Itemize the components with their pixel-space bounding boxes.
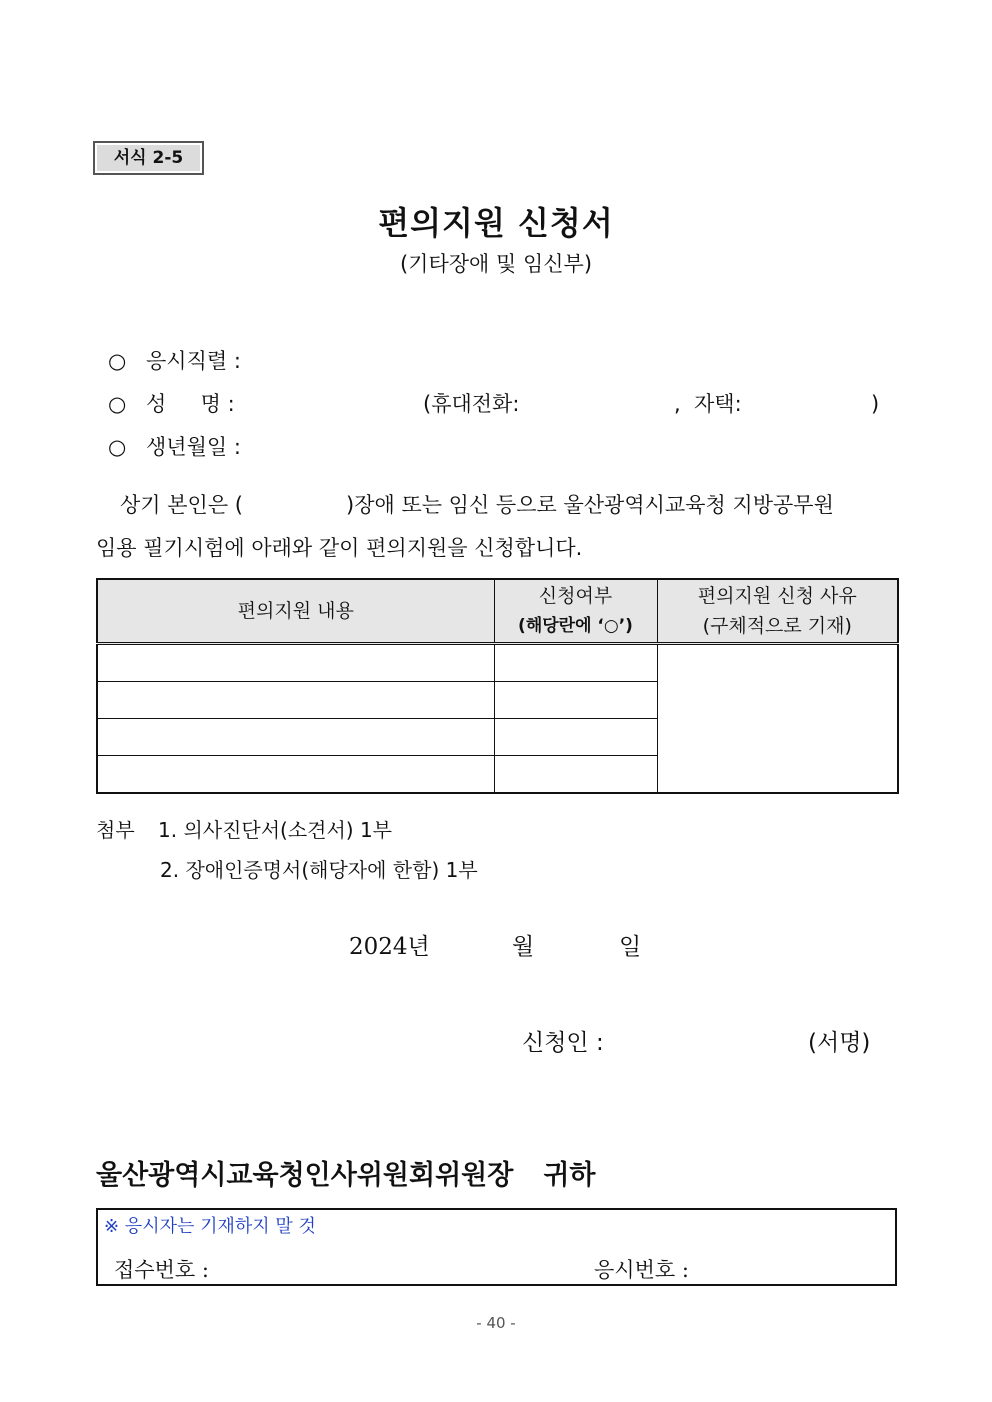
office-use-note: ※ 응시자는 기재하지 말 것 <box>104 1216 316 1237</box>
request-check-cell[interactable] <box>494 719 657 756</box>
table-row <box>97 644 898 682</box>
header-request-reason: 편의지원 신청 사유 (구체적으로 기재) <box>657 579 898 644</box>
statement-line2: 임용 필기시험에 아래와 같이 편의지원을 신청합니다. <box>96 536 583 560</box>
attachments-label: 첨부 <box>96 818 135 842</box>
support-content-cell[interactable] <box>97 719 494 756</box>
comma-separator: , <box>674 392 681 416</box>
exam-number-label: 응시번호 : <box>594 1258 689 1282</box>
receipt-number-label: 접수번호 : <box>114 1258 209 1282</box>
header-support-content: 편의지원 내용 <box>97 579 494 644</box>
page-subtitle: (기타장애 및 임신부) <box>399 252 593 276</box>
page-number: - 40 - <box>476 1314 516 1332</box>
request-check-cell[interactable] <box>494 644 657 682</box>
position-label: 응시직렬 : <box>146 349 241 373</box>
support-content-cell[interactable] <box>97 644 494 682</box>
page-title: 편의지원 신청서 <box>378 204 614 242</box>
addressee <box>96 1153 595 1192</box>
date-year: 2024년 <box>349 934 430 960</box>
field-birthdate <box>108 433 241 461</box>
birthdate-label: 생년월일 : <box>146 435 241 459</box>
attachment-item-2: 2. 장애인증명서(해당자에 한함) 1부 <box>160 858 478 882</box>
signature-label: (서명) <box>808 1030 871 1056</box>
bullet-icon: ○ <box>108 435 127 459</box>
bullet-icon: ○ <box>108 349 127 373</box>
request-check-cell[interactable] <box>494 756 657 794</box>
field-position <box>108 347 241 375</box>
applicant-label: 신청인 : <box>522 1030 604 1056</box>
header-request-check: 신청여부 (해당란에 ‘○’) <box>494 579 657 644</box>
office-use-box <box>96 1208 897 1286</box>
support-content-cell[interactable] <box>97 682 494 719</box>
home-phone-label: 자택: <box>694 392 742 416</box>
attachment-item-1: 1. 의사진단서(소견서) 1부 <box>158 818 393 842</box>
mobile-label: (휴대전화: <box>423 392 520 416</box>
date-day: 일 <box>619 934 642 960</box>
table-header-row <box>97 579 898 644</box>
form-number-badge: 서식 2-5 <box>93 141 204 175</box>
statement-part1: 상기 본인은 ( <box>120 493 243 517</box>
close-paren: ) <box>871 392 880 416</box>
request-check-cell[interactable] <box>494 682 657 719</box>
support-content-cell[interactable] <box>97 756 494 794</box>
name-label: 성 명 : <box>146 392 235 416</box>
request-reason-cell[interactable] <box>657 644 898 794</box>
addressee-org: 울산광역시교육청인사위원회위원장 <box>96 1160 514 1191</box>
addressee-honorific: 귀하 <box>543 1160 596 1191</box>
date-month: 월 <box>512 934 535 960</box>
field-name <box>108 390 235 418</box>
bullet-icon: ○ <box>108 392 127 416</box>
support-request-table <box>96 578 899 794</box>
statement-part2: )장애 또는 임신 등으로 울산광역시교육청 지방공무원 <box>346 493 834 517</box>
